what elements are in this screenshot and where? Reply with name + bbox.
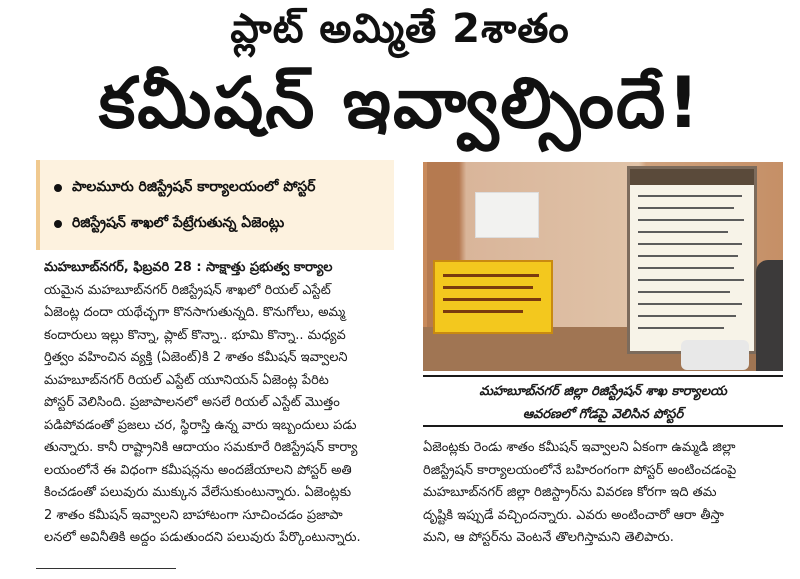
body-line: రిజిస్ట్రేషన్ కార్యాలయంలోనే బహిరంగంగా పోస్టర్ అంటించడంపై [423, 462, 737, 478]
body-line: పోస్టర్ వెలిసింది. ప్రజాపాలనలో అసలే రియల్ ఎస్టేట్ మొత్తం [44, 395, 340, 410]
body-line: లనలో అవినీతికి అద్దం పడుతుందని పలువురు పేర్కొంటున్నారు. [44, 530, 361, 545]
photo-wall-notice [475, 192, 539, 238]
article-body-right [423, 437, 781, 550]
body-line: కందారులు ఇల్లు కొన్నా, ప్లాట్ కొన్నా.. భూమి కొన్నా.. మధ్యవ [44, 327, 346, 343]
headline-line-2: కమీషన్ ఇవ్వాల్సిందే! [98, 62, 702, 144]
body-line: మహబూబ్‌నగర్, ఫిబ్రవరి 28 : సాక్షాత్తు ప్రభుత్వ కార్యాల [44, 260, 333, 275]
body-line: మహబూబ్‌నగర్ రియల్ ఎస్టేట్ యూనియన్ ఏజెంట్ల పేరిట [44, 372, 329, 388]
highlight-item [54, 170, 386, 206]
photo-yellow-poster [433, 260, 553, 334]
section-divider [36, 568, 176, 569]
highlight-item [54, 206, 386, 242]
photo-caption [423, 375, 783, 427]
bullet-icon [54, 220, 62, 228]
news-photo [423, 162, 783, 371]
body-line: ఏజెంట్ల దందా యథేచ్ఛగా కొనసాగుతున్నది. కొనుగోలు, అమ్మ [44, 305, 346, 320]
body-line: యమైన మహబూబ్‌నగర్ రిజిస్ట్రేషన్ శాఖలో రియల్ ఎస్టేట్ [44, 282, 331, 298]
body-line: ర్తిత్వం వహించిన వ్యక్తి (ఏజెంట్)కి 2 శాతం కమీషన్ ఇవ్వాలని [44, 350, 348, 365]
body-line: మహబూబ్‌నగర్ జిల్లా రిజిస్ట్రార్‌ను వివరణ కోరగా ఇది తమ [423, 485, 717, 500]
body-line: పడిపోవడంతో ప్రజలు చర, స్థిరాస్తి ఉన్న వారు ఇబ్బందులు పడు [44, 417, 357, 433]
body-line: దృష్టికి ఇప్పుడే వచ్చిందన్నారు. ఎవరు అంటించారో ఆరా తీస్తా [423, 507, 724, 523]
body-line: తున్నారు. కానీ రాష్ట్రానికి ఆదాయం సమకూరే రిజిస్ట్రేషన్ కార్యా [44, 440, 358, 455]
photo-chair [681, 340, 749, 370]
bullet-icon [54, 184, 62, 192]
highlights-box [36, 160, 394, 250]
body-line: లయంలోనే ఈ విధంగా కమీషన్లను అందజేయాలని పోస్టర్ అతి [44, 462, 352, 478]
highlight-text: పాలమూరు రిజిస్ట్రేషన్ కార్యాలయంలో పోస్టర్ [72, 178, 316, 195]
caption-line: మహబూబ్‌నగర్ జిల్లా రిజిస్ట్రేషన్ శాఖ కార్యాలయ [479, 384, 727, 399]
photo-person [756, 260, 783, 371]
body-line: మని, ఆ పోస్టర్‌ను వెంటనే తొలగిస్తామని తెలిపారు. [423, 530, 674, 545]
body-line: ఏజెంట్లకు రెండు శాతం కమీషన్ ఇవ్వాలని ఏకంగా ఉమ్మడి జిల్లా [423, 440, 736, 455]
body-line: కించడంతో పలువురు ముక్కున వేలేసుకుంటున్నారు. ఏజెంట్లకు [44, 485, 352, 500]
caption-line: ఆవరణలో గోడపై వెలిసిన పోస్టర్ [522, 407, 684, 422]
headline-line-1: ప్లాట్ అమ్మితే 2శాతం [230, 6, 570, 52]
article-body-left [44, 257, 398, 550]
photo-notice-board [627, 166, 757, 354]
body-line: 2 శాతం కమీషన్ ఇవ్వాలని బాహాటంగా సూచించడం ప్రజాపా [44, 507, 343, 523]
highlight-text: రిజిస్ట్రేషన్ శాఖలో పేట్రేగుతున్న ఏజెంట్లు [72, 214, 285, 231]
